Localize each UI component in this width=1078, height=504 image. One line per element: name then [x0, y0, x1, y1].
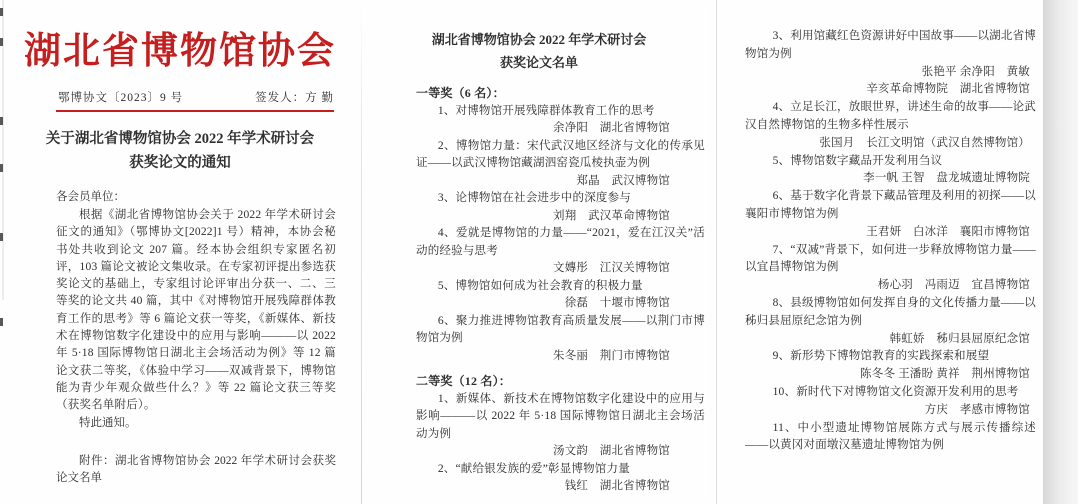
paper-authors: 刘翔 武汉革命博物馆 [553, 209, 670, 222]
paper-title: 8、县级博物馆如何发挥自身的文化传播力量——以秭归县屈原纪念馆为例 [745, 296, 1036, 327]
page-separator-left [361, 0, 362, 504]
award-list-title [371, 28, 707, 74]
notice-title-line2: 获奖论文的通知 [129, 155, 231, 171]
paper-title: 4、立足长江，放眼世界，讲述生命的故事——论武汉自然博物馆的生物多样性展示 [745, 101, 1036, 131]
paper-authors: 朱冬丽 荆门市博物馆 [553, 349, 670, 362]
award-tier-heading: 一等奖（6 名）： [416, 86, 505, 100]
paper-title: 6、基于数字化背景下藏品管理及利用的初探——以襄阳市博物馆为例 [745, 190, 1036, 220]
scan-speck [0, 38, 3, 46]
paper-title: 3、论博物馆在社会进步中的深度参与 [437, 192, 631, 204]
award-list-title-line1: 湖北省博物馆协会 2022 年学术研讨会 [431, 32, 647, 47]
paper-authors: 陈冬冬 王潘盼 黄祥 荆州博物馆 [860, 368, 1030, 381]
paper-title: 11、中小型遗址博物馆展陈方式与展示传播综述——以黄冈对面墩汉墓遗址博物馆为例 [745, 421, 1036, 452]
paper-authors: 李一帆 王智 盘龙城遗址博物院 [863, 172, 1030, 185]
paper-authors: 张艳平 余净阳 黄敏 [921, 65, 1030, 78]
scan-speck [0, 8, 3, 16]
paper-authors: 余净阳 湖北省博物馆 [553, 122, 670, 134]
award-tier-heading: 二等奖（12 名）： [416, 374, 512, 388]
paper-authors: 汤文韵 湖北省博物馆 [553, 445, 670, 457]
scan-right-edge-shadow [1043, 0, 1078, 504]
paper-title: 7、“双减”背景下，如何进一步释放博物馆力量——以宜昌博物馆为例 [745, 243, 1036, 274]
award-list-title-line2: 获奖论文名单 [499, 55, 578, 70]
award-list-column-2 [745, 28, 1036, 455]
letterhead-red-rule [56, 110, 334, 112]
paper-title: 5、博物馆数字藏品开发利用刍议 [772, 154, 943, 167]
paper-title: 6、聚力推进博物馆教育高质量发展——以荆门市博物馆为例 [416, 314, 705, 344]
scan-speck [0, 233, 3, 241]
notice-title-line1: 关于湖北省博物馆协会 2022 年学术研讨会 [45, 131, 315, 147]
paper-authors: 王君妍 白冰洋 襄阳市博物馆 [866, 225, 1030, 238]
paper-authors: 徐磊 十堰市博物馆 [564, 297, 670, 309]
notice-page [0, 0, 360, 504]
paper-title: 3、利用馆藏红色资源讲好中国故事——以湖北省博物馆为例 [745, 30, 1036, 60]
paper-title: 4、爱就是博物馆的力量——“2021，爱在江汉关”活动的经验与思考 [416, 227, 705, 257]
paper-title: 9、新形势下博物馆教育的实践探索和展望 [772, 350, 990, 363]
award-list-column-1 [416, 85, 705, 496]
doc-issuer: 签发人：方 勤 [255, 92, 334, 104]
notice-body-paragraph: 根据《湖北省博物馆协会关于 2022 年学术研讨会征文的通知》（鄂博协文[2022]1 号）精神，本协会秘书处共收到论文 207 篇。经本协会组织专家匿名初评，103 篇论文被论文集收录。在专家初评提出参选获奖论文的基础上，专家组讨论评审出分获一、二、三等奖的论文共 40 篇，其中《对博物馆开展残障群体教育工作的思考》等 6 篇论文获一等奖，《新媒体、新技术在博物馆数字化建设中的应用与影响———以 2022 年 5·18 国际博物馆日湖北主会场活动为例》等 12 篇论文获二等奖，《体验中学习——双减背景下，博物馆能为青少年观众做些什么？》等 22 篇论文获三等奖（获奖名单附后）。 [56, 209, 336, 412]
scan-speck [0, 117, 3, 125]
paper-title: 10、新时代下对博物馆文化资源开发利用的思考 [772, 385, 1019, 398]
scan-speck [0, 164, 3, 172]
award-list-page-1 [361, 0, 717, 504]
doc-meta-row [58, 89, 334, 105]
paper-authors: 钱红 湖北省博物馆 [564, 480, 670, 492]
paper-title: 1、新媒体、新技术在博物馆数字化建设中的应用与影响———以 2022 年 5·18 国际博物馆日湖北主会场活动为例 [416, 392, 705, 440]
notice-closing: 特此通知。 [79, 416, 137, 429]
doc-number: 鄂博协文〔2023〕9 号 [58, 92, 184, 104]
paper-authors: 张国月 长江文明馆（武汉自然博物馆） [819, 136, 1030, 149]
paper-authors: 韩虹娇 秭归县屈原纪念馆 [889, 332, 1030, 345]
paper-title: 2、博物馆力量：宋代武汉地区经济与文化的传承见证——以武汉博物馆藏湖泗窑瓷瓜棱执壶为例 [416, 139, 705, 169]
letterhead-org-title: 湖北省博物馆协会 [24, 31, 336, 72]
notice-attachment: 附件：湖北省博物馆协会 2022 年学术研讨会获奖论文名单 [56, 454, 336, 485]
notice-salutation: 各会员单位： [56, 191, 125, 203]
paper-title: 1、对博物馆开展残障群体教育工作的思考 [437, 104, 655, 117]
notice-title [20, 127, 340, 175]
paper-title: 5、博物馆如何成为社会教育的积极力量 [437, 279, 643, 292]
paper-title: 2、“献给银发族的爱”彰显博物馆力量 [437, 462, 630, 475]
paper-authors: 方庆 孝感市博物馆 [924, 403, 1030, 416]
paper-authors: 辛亥革命博物院 湖北省博物馆 [866, 83, 1030, 96]
award-list-page-2 [718, 0, 1078, 504]
paper-authors: 郑晶 武汉博物馆 [576, 174, 670, 187]
paper-authors: 杨心羽 冯雨迈 宜昌博物馆 [877, 279, 1030, 292]
scan-speck [0, 318, 3, 326]
page-separator-right [716, 0, 717, 504]
paper-authors: 文嫥彤 江汉关博物馆 [553, 262, 670, 274]
